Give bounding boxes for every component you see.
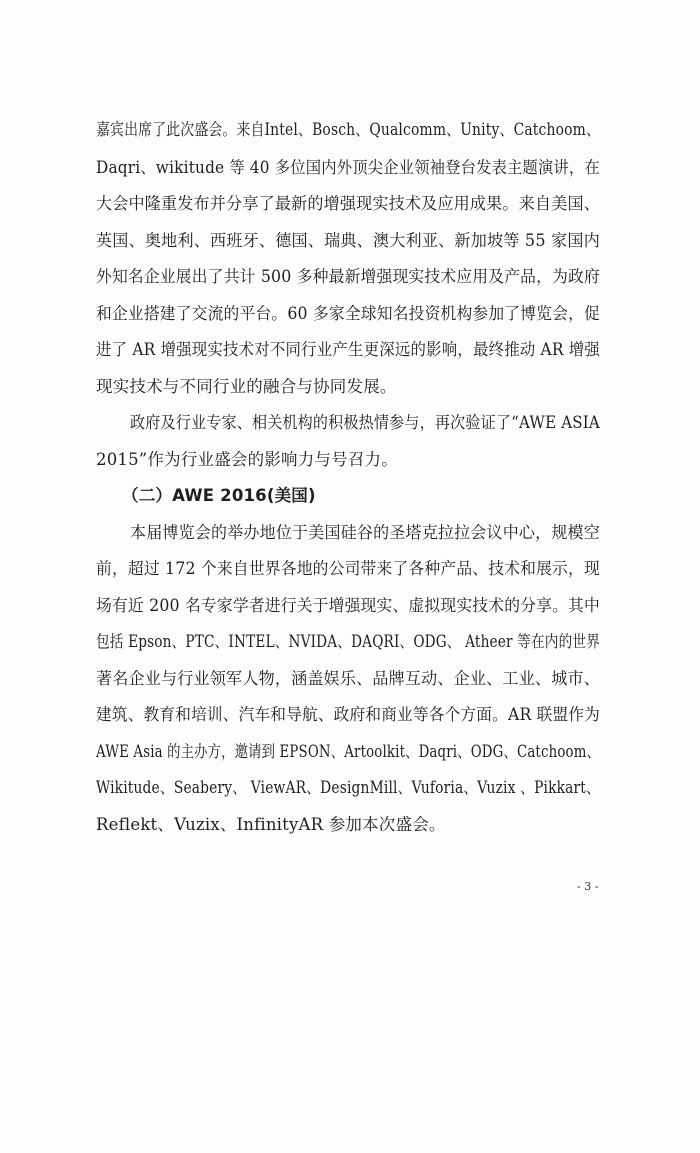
page-number: - 3 -: [577, 880, 599, 893]
document-page: 嘉宾出席了此次盛会。来自Intel、Bosch、Qualcomm、Unity、Catchoom、 Daqri、wikitude 等 40 多位国内外顶尖企业领袖登台发表主题演讲，在 大会中隆重发布并分享了最新的增强现实技术及应用成果。来自美国、 英国、奥地利、西班牙、德国、瑞典、澳大利亚、新加坡等 55 家国内 外知名企业展出了共计 500 多种最新增强现实技术应用及产品，为政府 和企业搭建了交流的平台。60 多家全球知名投资机构参加了博览会，促 进了 AR 增强现实技术对不同行业产生更深远的影响，最终推动 AR 增强 现实技术与不同行业的融合与协同发展。 政府及行业专家、相关机构的积极热情参与，再次验证了“AWE ASIA 2015”作为行业盛会的影响力与号召力。 （二）AWE 2016(美国) 本届博览会的举办地位于美国硅谷的圣塔克拉拉会议中心，规模空 前，超过 172 个来自世界各地的公司带来了各种产品、技术和展示，现 场有近 200 名专家学者进行关于增强现实、虚拟现实技术的分享。其中 包括 Epson、PTC、INTEL、NVIDA、DAQRI、ODG、 Atheer 等在内的世界 著名企业与行业领军人物，涵盖娱乐、品牌互动、企业、工业、城市、 建筑、教育和培训、汽车和导航、政府和商业等各个方面。AR 联盟作为 AWE Asia 的主办方，邀请到 EPSON、Artoolkit、Daqri、ODG、Catchoom、 Wikitude、Seabery、 ViewAR、DesignMill、Vuforia、Vuzix 、Pikkart、 Reflekt、Vuzix、InfinityAR 参加本次盛会。 - 3 -: [0, 0, 700, 1153]
